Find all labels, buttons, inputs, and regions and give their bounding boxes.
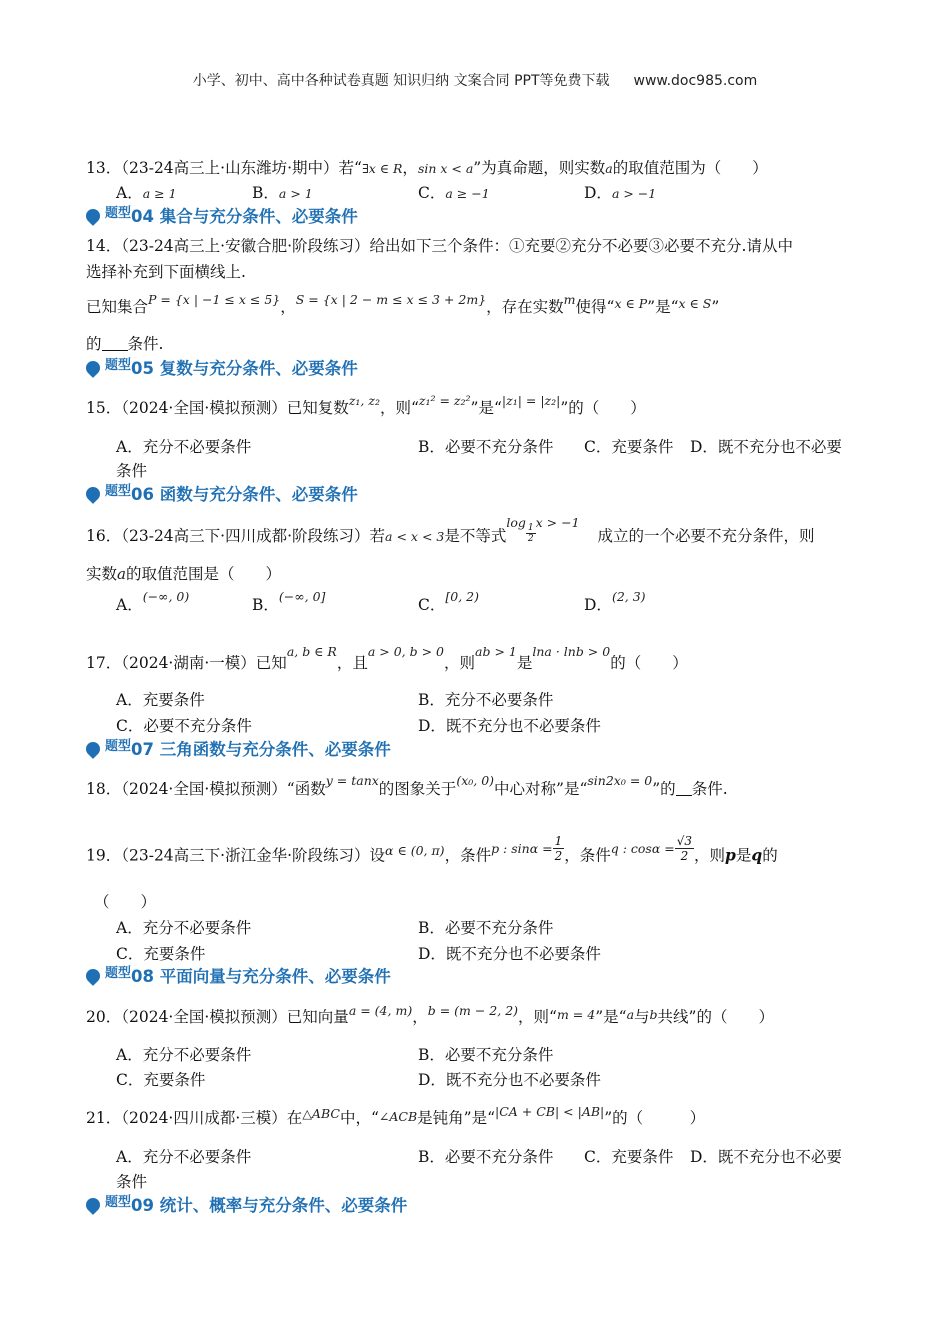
section-heading-06: $^{题型}$06 函数与充分条件、必要条件 [86,484,358,508]
question-19-line2: （ ） [94,893,157,911]
location-pin-icon [83,739,103,759]
location-pin-icon [83,206,103,226]
source: （2024·湖南·一模） [121,654,256,672]
math: a [605,161,613,176]
question-15: 15．（2024·全国·模拟预测）已知复数$^{z_1, z_2}$，则“$^{z_1^2 = z_2^2}$”是“$^{|z_1| = |z_2|}$”的（ ） [86,393,646,417]
answer-blank[interactable] [102,336,128,351]
source: （23-24高三下·浙江金华·阶段练习） [121,846,370,865]
option-d: D．既不充分也不必要条件 [418,1071,601,1089]
header-url[interactable]: www.doc985.com [633,73,758,89]
source: （2024·全国·模拟预测） [121,780,287,798]
option-d-continued: 条件 [116,462,148,480]
option-b: B．必要不充分条件 [418,1046,554,1064]
option-c: C．a ≥ −1 [418,184,490,202]
header-text: 小学、初中、高中各种试卷真题 知识归纳 文案合同 PPT等免费下载 [192,73,610,89]
option-c: C．$^{[0, 2)}$ [418,589,479,614]
answer-blank[interactable] [676,781,692,796]
source: （23-24高三下·四川成都·阶段练习） [121,527,370,545]
question-21: 21．（2024·四川成都·三模）在$^{\triangle ABC}$中，“∠ACB是钝角”是“$^{|CA + CB| < |AB|}$”的（ ） [86,1104,706,1127]
option-a: A．充分不必要条件 [116,919,252,937]
option-b: B．必要不充分条件 [418,1148,554,1166]
question-14-line3: 已知集合$^{P = \{x | -1 \le x \le 5\}}$，$^{S = \{x | 2 - m \le x \le 3 + 2m\}}$，存在实数$^m$使得“$^{x \in P}$”是“$^{x \in S}$” [86,292,720,316]
option-c: C．充要条件 [116,945,206,963]
option-b: B．a > 1 [252,184,313,202]
question-14-line2: 选择补充到下面横线上. [86,263,246,281]
option-d: D．a > −1 [584,184,657,202]
option-d: D．既不充分也不必要条件 [418,717,601,735]
section-heading-04: $^{题型}$04 集合与充分条件、必要条件 [86,206,358,230]
question-16: 16．（23-24高三下·四川成都·阶段练习）若a < x < 3是不等式$^{log}$ $\frac{1}{2}$ $^{x > -1}$成立的一个必要不充分条件，则 [86,515,815,545]
location-pin-icon [83,1195,103,1215]
option-b: B．必要不充分条件 [418,919,554,937]
option-a: A．充分不必要条件 [116,1046,252,1064]
option-b: B．$^{(-\infty, 0]}$ [252,589,326,614]
source: （23-24高三上·安徽合肥·阶段练习） [121,237,370,255]
option-d: D．既不充分也不必要 [690,1148,842,1166]
page-header [0,70,950,90]
option-a: A．充要条件 [116,691,205,709]
question-13: 13．（23-24高三上·山东潍坊·期中）若“∃x ∈ R，sin x < a”为真命题，则实数a的取值范围为（ ） [86,159,768,177]
question-14: 14．（23-24高三上·安徽合肥·阶段练习）给出如下三个条件：①充要②充分不必要③必要不充分.请从中 [86,237,793,255]
option-b: B．充分不必要条件 [418,691,554,709]
option-d: D．既不充分也不必要条件 [418,945,601,963]
option-a: A．充分不必要条件 [116,438,252,456]
location-pin-icon [83,966,103,986]
option-c: C．必要不充分条件 [116,717,252,735]
option-d: D．既不充分也不必要 [690,438,842,456]
location-pin-icon [83,484,103,504]
math: ∃x ∈ R [361,161,403,176]
option-c: C．充要条件 [584,1148,674,1166]
question-19: 19．（23-24高三下·浙江金华·阶段练习）设$^{\alpha \in (0, \pi)}$，条件$^{p : sin\alpha =}$ $\frac{1}{2}$ ，条件$^{q : cos\alpha =}$ $\frac{√3}{2}$ ，则p是q的 [86,834,778,865]
source: （2024·全国·模拟预测） [121,399,287,417]
question-14-line4: 的 条件. [86,335,164,353]
source: （2024·四川成都·三模） [121,1109,287,1127]
question-20: 20．（2024·全国·模拟预测）已知向量$^{a = (4, m)}$，$^{b = (m - 2, 2)}$，则“m = 4”是“a与b共线”的（ ） [86,1003,774,1026]
option-b: B．必要不充分条件 [418,438,554,456]
source: （2024·全国·模拟预测） [121,1008,287,1026]
option-a: A．a ≥ 1 [116,184,177,202]
section-heading-09: $^{题型}$09 统计、概率与充分条件、必要条件 [86,1195,407,1219]
location-pin-icon [83,358,103,378]
math: sin x < a [417,161,474,176]
question-18: 18．（2024·全国·模拟预测）“函数$^{y = tanx}$的图象关于$^{(x_0, 0)}$中心对称”是“$^{sin2x_0 = 0}$”的 条件. [86,773,728,798]
option-c: C．充要条件 [116,1071,206,1089]
source: （23-24高三上·山东潍坊·期中） [121,159,339,177]
section-heading-07: $^{题型}$07 三角函数与充分条件、必要条件 [86,739,391,763]
section-heading-05: $^{题型}$05 复数与充分条件、必要条件 [86,358,358,382]
option-c: C．充要条件 [584,438,674,456]
option-a: A．$^{(-\infty, 0)}$ [116,589,190,614]
option-a: A．充分不必要条件 [116,1148,252,1166]
question-17: 17．（2024·湖南·一模）已知$^{a, b \in R}$，且$^{a > 0, b > 0}$，则$^{ab > 1}$是$^{lna \cdot lnb > 0}$的（ ） [86,644,688,672]
option-d-continued: 条件 [116,1173,148,1191]
section-heading-08: $^{题型}$08 平面向量与充分条件、必要条件 [86,966,391,990]
question-16-line2: 实数a的取值范围是（ ） [86,565,281,583]
option-d: D．$^{(2, 3)}$ [584,589,646,614]
